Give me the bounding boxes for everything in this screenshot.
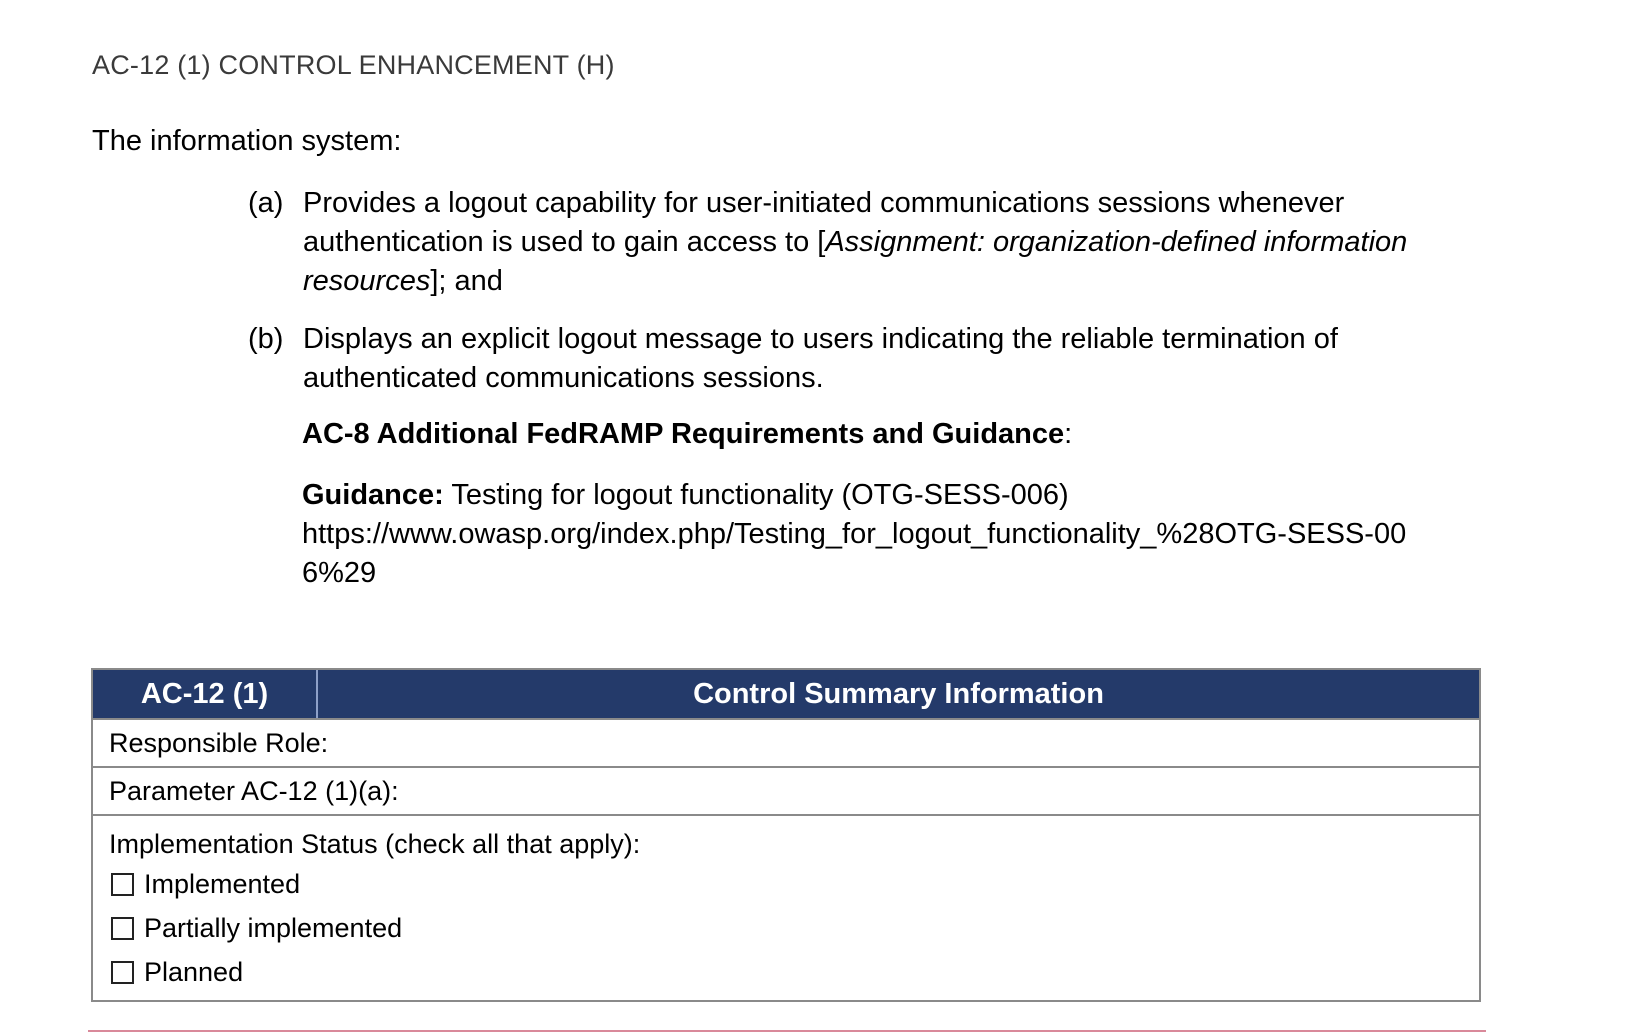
status-option-label: Planned [144, 956, 244, 987]
guidance-text: Testing for logout functionality (OTG-SESS-006) [443, 479, 1069, 511]
requirements-heading-bold: AC-8 Additional FedRAMP Requirements and Guidance [302, 418, 1065, 450]
list-text-a-after: ]; and [430, 265, 503, 297]
list-marker-a: (a) [248, 187, 284, 219]
guidance-label: Guidance: [302, 479, 444, 511]
responsible-role-label: Responsible Role: [109, 727, 329, 758]
status-option-planned[interactable] [109, 950, 1463, 994]
table-header-control-id: AC-12 (1) [93, 670, 318, 718]
checkbox-icon[interactable] [111, 917, 134, 940]
guidance-block [302, 476, 1442, 593]
status-option-implemented[interactable] [109, 862, 1463, 906]
section-heading: AC-12 (1) CONTROL ENHANCEMENT (H) [92, 50, 615, 80]
responsible-role-row[interactable] [93, 718, 1479, 766]
control-summary-table [91, 668, 1481, 1002]
table-header [93, 670, 1479, 718]
requirements-heading-suffix: : [1064, 418, 1073, 450]
status-option-partially-implemented[interactable] [109, 906, 1463, 950]
parameter-row[interactable] [93, 766, 1479, 814]
requirements-heading [302, 418, 1072, 451]
list-item-a [248, 184, 1468, 301]
list-text-a-before: Provides a logout capability for user-initiated communications sessions whenever authentication is used to gain access to [ [303, 187, 1345, 258]
checkbox-icon[interactable] [111, 873, 134, 896]
list-text-a [303, 184, 1468, 301]
guidance-url[interactable]: https://www.owasp.org/index.php/Testing_for_logout_functionality_%28OTG-SESS-006%29 [302, 518, 1407, 589]
status-option-label: Partially implemented [144, 912, 403, 943]
implementation-status-label: Implementation Status (check all that apply): [109, 829, 641, 859]
checkbox-icon[interactable] [111, 961, 134, 984]
assignment-placeholder: Assignment: organization-defined information resources [303, 226, 1408, 297]
list-item-b [248, 320, 1468, 398]
list-text-b: Displays an explicit logout message to users indicating the reliable termination of authenticated communications sessions. [303, 323, 1338, 394]
implementation-status-row [93, 814, 1479, 1000]
parameter-label: Parameter AC-12 (1)(a): [109, 775, 399, 806]
status-option-label: Implemented [144, 868, 301, 899]
list-marker-b: (b) [248, 323, 284, 355]
table-header-title: Control Summary Information [693, 677, 1104, 710]
intro-text: The information system: [92, 125, 402, 157]
